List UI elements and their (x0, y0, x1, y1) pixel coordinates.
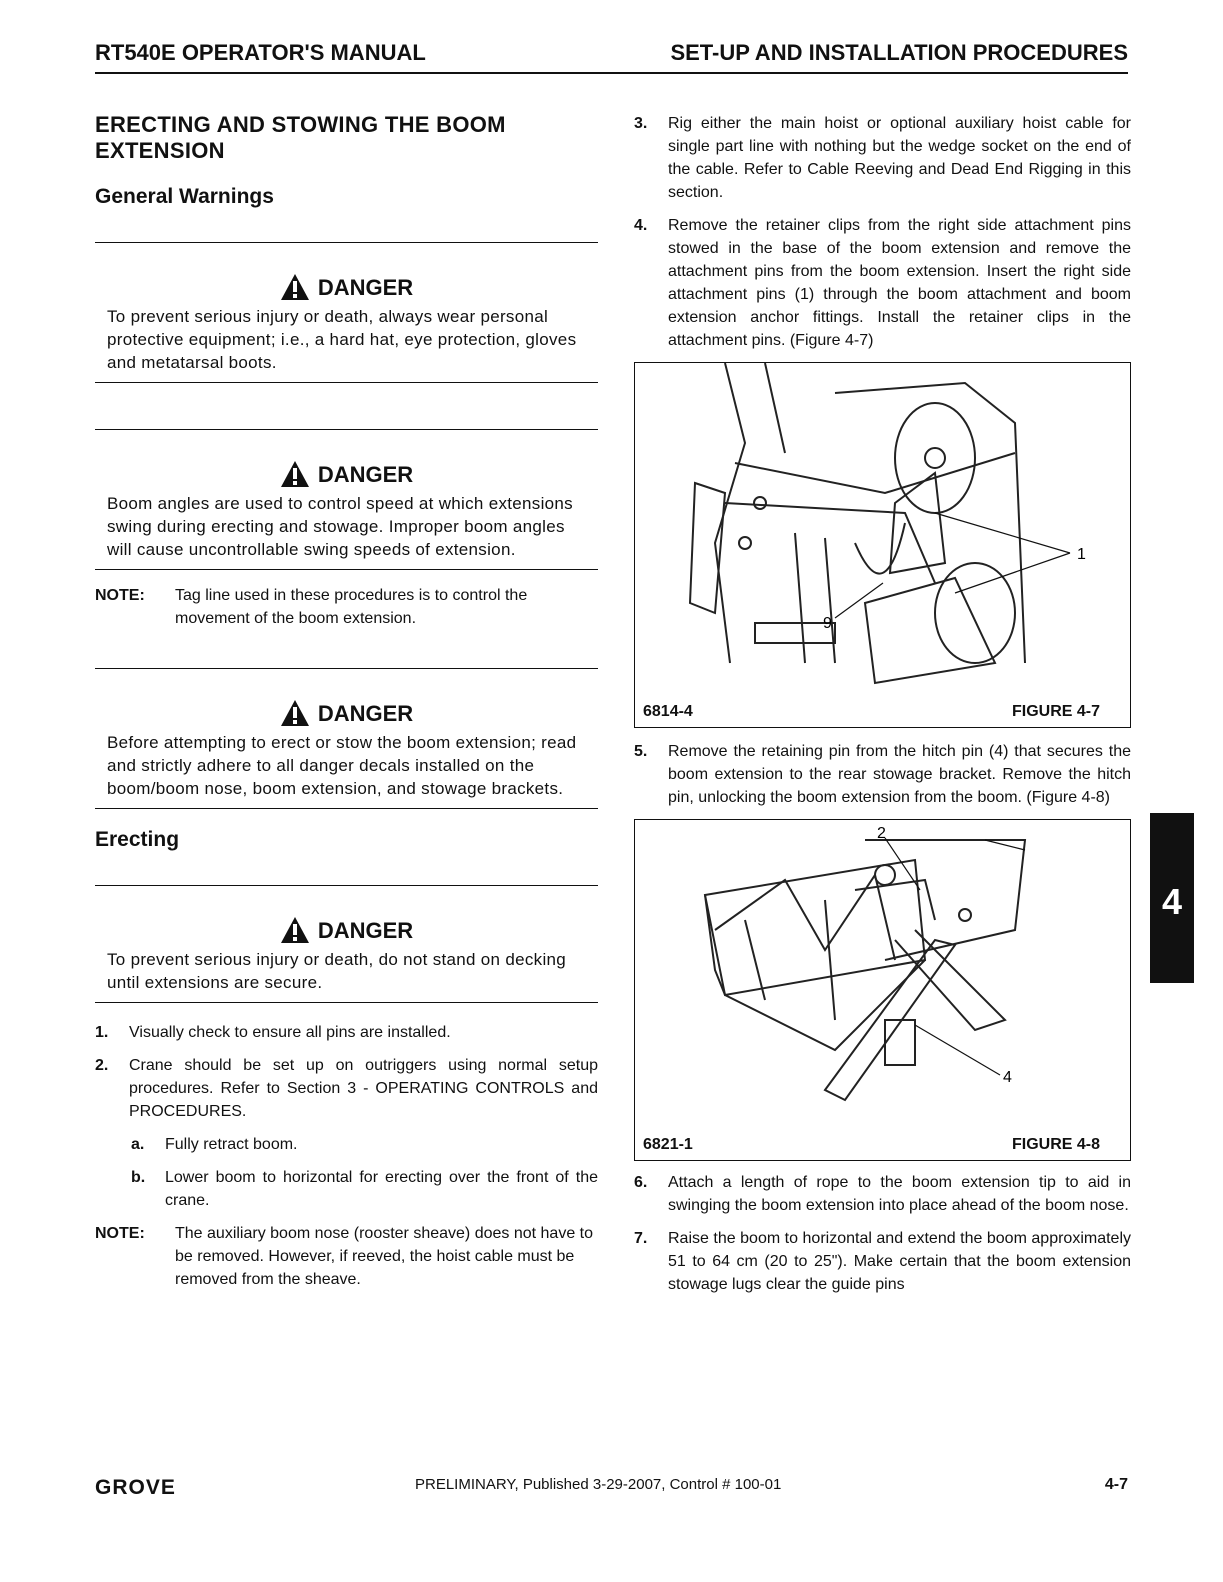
note-text: The auxiliary boom nose (rooster sheave) does not have to be removed. However, if reeved, the hoist cable must be removed from the sheave. (175, 1225, 594, 1288)
danger-text: Boom angles are used to control speed at which extensions swing during erecting and stowage. Improper boom angles will cause uncontrollable swing speeds of extension. (107, 494, 573, 559)
brand-logo: GROVE (95, 1476, 176, 1499)
page-header (95, 40, 1128, 74)
warning-icon (280, 460, 310, 488)
figure-number: FIGURE 4-7 (1011, 703, 1100, 720)
warning-icon (280, 699, 310, 727)
danger-box-1 (95, 242, 598, 383)
danger-label: DANGER (317, 275, 414, 300)
general-warnings-heading: General Warnings (95, 185, 274, 208)
step-6: 6. Attach a length of rope to the boom extension tip to aid in swinging the boom extension into place ahead of the boom nose. (634, 1174, 1131, 1214)
danger-box-3 (95, 668, 598, 809)
note-label: NOTE: (95, 1225, 145, 1242)
danger-box-4 (95, 885, 598, 1003)
boom-attachment-illustration (635, 363, 1129, 693)
note-text: Tag line used in these procedures is to control the movement of the boom extension. (175, 587, 528, 627)
figure-caption (643, 703, 1100, 721)
warning-icon (280, 916, 310, 944)
figure-4-7 (634, 362, 1131, 728)
step-5: 5. Remove the retaining pin from the hitch pin (4) that secures the boom extension to the rear stowage bracket. Remove the hitch pin, unlocking the boom extension from the boom. (Figure 4-8) (634, 743, 1131, 806)
danger-box-2 (95, 429, 598, 570)
danger-label: DANGER (317, 701, 414, 726)
step-2b: b. Lower boom to horizontal for erecting over the front of the crane. (131, 1169, 598, 1209)
callout-4: 4 (1003, 1069, 1012, 1086)
note-tag-line (95, 584, 598, 630)
figure-number: FIGURE 4-8 (1011, 1136, 1100, 1153)
right-column (634, 112, 1131, 1306)
page-footer (95, 1476, 1128, 1500)
step-4: 4. Remove the retainer clips from the right side attachment pins stowed in the base of the boom extension and remove the attachment pins from the boom extension. Insert the right side attachment pins (1) through the boom attachment and boom extension anchor fittings. Install the retainer clips in the attachment pins. (Figure 4-7) (634, 217, 1131, 349)
step-3: 3. Rig either the main hoist or optional auxiliary hoist cable for single part line with nothing but the wedge socket on the end of the cable. Refer to Cable Reeving and Dead End Rigging in this section. (634, 115, 1131, 201)
danger-text: To prevent serious injury or death, do not stand on decking until extensions are secure. (107, 950, 567, 992)
step-2a: a. Fully retract boom. (131, 1136, 298, 1153)
stowage-bracket-illustration (635, 820, 1129, 1130)
step-2: 2. Crane should be set up on outriggers using normal setup procedures. Refer to Section 3 - OPERATING CONTROLS and PROCEDURES. (95, 1057, 598, 1120)
danger-text: To prevent serious injury or death, always wear personal protective equipment; i.e., a hard hat, eye protection, gloves and metatarsal boots. (107, 307, 577, 372)
page-number: 4-7 (1104, 1476, 1128, 1493)
callout-9: 9 (823, 615, 832, 632)
warning-icon (280, 273, 310, 301)
step-1: 1. Visually check to ensure all pins are installed. (95, 1024, 451, 1041)
left-column (95, 112, 598, 1291)
chapter-title: SET-UP AND INSTALLATION PROCEDURES (670, 40, 1128, 65)
callout-1: 1 (1077, 546, 1086, 563)
danger-label: DANGER (317, 462, 414, 487)
note-aux-nose (95, 1222, 598, 1291)
figure-code: 6821-1 (643, 1136, 693, 1153)
callout-2: 2 (877, 825, 886, 842)
figure-caption (643, 1136, 1100, 1154)
danger-text: Before attempting to erect or stow the boom extension; read and strictly adhere to all danger decals installed on the boom/boom nose, boom extension, and stowage brackets. (107, 733, 577, 798)
figure-code: 6814-4 (643, 703, 693, 720)
manual-title: RT540E OPERATOR'S MANUAL (95, 40, 426, 65)
erecting-heading: Erecting (95, 828, 180, 851)
publication-info: PRELIMINARY, Published 3-29-2007, Control # 100-01 (415, 1476, 782, 1493)
step-7: 7. Raise the boom to horizontal and extend the boom approximately 51 to 64 cm (20 to 25"). Make certain that the boom extension stowage lugs clear the guide pins (634, 1230, 1131, 1293)
figure-4-8 (634, 819, 1131, 1161)
section-title: ERECTING AND STOWING THE BOOM EXTENSION (95, 112, 506, 163)
note-label: NOTE: (95, 587, 145, 604)
chapter-tab: 4 (1150, 813, 1194, 983)
danger-label: DANGER (317, 918, 414, 943)
